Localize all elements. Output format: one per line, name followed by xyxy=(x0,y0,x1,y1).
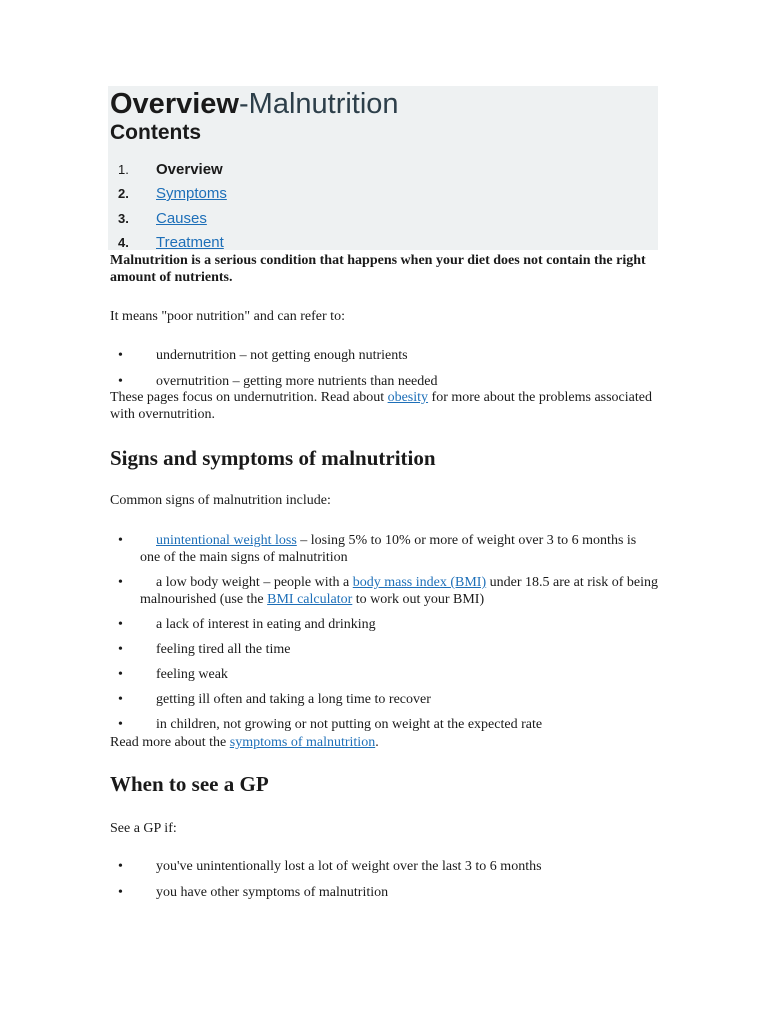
bullet-icon: • xyxy=(118,885,123,900)
list-item xyxy=(118,532,658,566)
gp-lead: See a GP if: xyxy=(110,821,177,836)
focus-paragraph xyxy=(110,389,660,423)
bullet-icon: • xyxy=(118,717,123,732)
toc-item-overview xyxy=(118,159,223,181)
intro-means: It means "poor nutrition" and can refer to: xyxy=(110,309,345,324)
list-item-text: overnutrition – getting more nutrients than needed xyxy=(156,374,438,389)
list-item xyxy=(118,347,658,364)
list-item-text: you've unintentionally lost a lot of weight over the last 3 to 6 months xyxy=(156,859,542,874)
list-item-text: feeling tired all the time xyxy=(156,642,291,657)
toc-link-symptoms[interactable]: Symptoms xyxy=(156,185,227,202)
list-item xyxy=(118,858,658,875)
bullet-icon: • xyxy=(118,575,123,590)
list-item xyxy=(118,691,658,708)
read-more-text: . xyxy=(375,735,379,750)
bullet-icon: • xyxy=(118,859,123,874)
signs-lead: Common signs of malnutrition include: xyxy=(110,493,331,508)
bullet-icon: • xyxy=(118,692,123,707)
focus-text: These pages focus on undernutrition. Read about xyxy=(110,390,388,405)
list-item xyxy=(118,666,658,683)
toc-number: 3. xyxy=(118,211,129,226)
list-item xyxy=(118,641,658,658)
obesity-link[interactable]: obesity xyxy=(387,390,429,405)
toc-number: 4. xyxy=(118,235,129,250)
signs-heading: Signs and symptoms of malnutrition xyxy=(110,446,436,470)
bullet-icon: • xyxy=(118,667,123,682)
bullet-icon: • xyxy=(118,374,123,389)
list-item-text: you have other symptoms of malnutrition xyxy=(156,885,389,900)
bullet-icon: • xyxy=(118,642,123,657)
title-malnutrition: Malnutrition xyxy=(248,88,399,120)
list-item xyxy=(118,716,658,733)
list-item-text xyxy=(118,532,658,566)
title-separator: - xyxy=(238,88,249,120)
toc-label: Overview xyxy=(156,161,223,178)
bullet-icon: • xyxy=(118,617,123,632)
weight-loss-link[interactable]: unintentional weight loss xyxy=(156,533,297,548)
list-item-text: getting ill often and taking a long time to recover xyxy=(156,692,431,707)
read-more-text: Read more about the xyxy=(110,735,230,750)
toc-number: 1. xyxy=(118,162,129,177)
list-item xyxy=(118,373,658,390)
bullet-icon: • xyxy=(118,533,123,548)
contents-heading: Contents xyxy=(110,121,201,144)
list-item-text: a lack of interest in eating and drinking xyxy=(156,617,376,632)
title-overview: Overview xyxy=(110,88,239,120)
symptoms-link[interactable]: symptoms of malnutrition xyxy=(229,735,376,750)
list-item-text: in children, not growing or not putting on weight at the expected rate xyxy=(156,717,543,732)
page-title xyxy=(110,86,399,122)
list-item-rest: – losing 5% to 10% or more of weight over 3 to 6 months is one of the main signs of malnutrition xyxy=(140,533,637,565)
intro-summary: Malnutrition is a serious condition that happens when your diet does not contain the right amount of nutrients. xyxy=(110,253,646,285)
list-item-pre: a low body weight – people with a xyxy=(156,575,353,590)
toc-item-symptoms[interactable] xyxy=(118,183,227,205)
bmi-link[interactable]: body mass index (BMI) xyxy=(352,575,487,590)
toc-item-causes[interactable] xyxy=(118,208,207,230)
read-more-paragraph xyxy=(110,734,655,751)
list-item-text xyxy=(118,574,658,608)
list-item-text: undernutrition – not getting enough nutrients xyxy=(156,348,408,363)
toc-number: 2. xyxy=(118,186,129,201)
bmi-calculator-link[interactable]: BMI calculator xyxy=(267,592,353,607)
toc-item-treatment[interactable] xyxy=(118,232,224,254)
focus-text: for more about the problems associated with overnutrition. xyxy=(110,390,652,422)
list-item xyxy=(118,884,658,901)
list-item xyxy=(118,616,658,633)
list-item xyxy=(118,574,658,608)
bullet-icon: • xyxy=(118,348,123,363)
list-item-post: to work out your BMI) xyxy=(352,592,485,607)
toc-link-treatment[interactable]: Treatment xyxy=(156,234,224,251)
list-item-mid: under 18.5 are at risk of being malnourished (use the xyxy=(140,575,658,607)
toc-link-causes[interactable]: Causes xyxy=(156,210,207,227)
gp-heading: When to see a GP xyxy=(110,772,269,796)
list-item-text: feeling weak xyxy=(156,667,228,682)
